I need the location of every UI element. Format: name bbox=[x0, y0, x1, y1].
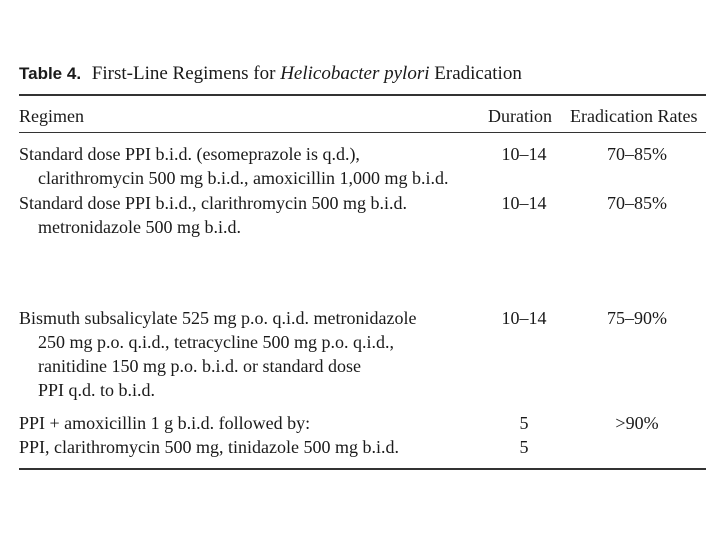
table-row-regimen bbox=[19, 191, 407, 239]
regimen-line: metronidazole 500 mg b.i.d. bbox=[38, 217, 241, 237]
table-row-rate: 70–85% bbox=[607, 193, 667, 213]
table-row-regimen bbox=[19, 142, 448, 190]
table-row-duration: 10–14 bbox=[501, 308, 547, 328]
regimen-line: 250 mg p.o. q.i.d., tetracycline 500 mg p.o. q.i.d., bbox=[38, 332, 394, 352]
table-row-regimen bbox=[19, 306, 416, 402]
header-rule bbox=[19, 132, 706, 133]
table-title-suffix: Eradication bbox=[434, 63, 522, 84]
regimen-line: PPI + amoxicillin 1 g b.i.d. followed by: bbox=[19, 413, 311, 433]
table-title-italic: Helicobacter pylori bbox=[280, 63, 430, 84]
table-row-rate: 70–85% bbox=[607, 144, 667, 164]
regimen-line: Bismuth subsalicylate 525 mg p.o. q.i.d. metronidazole bbox=[19, 308, 417, 328]
table-title-prefix: First-Line Regimens for bbox=[91, 63, 276, 84]
header-duration: Duration bbox=[488, 106, 552, 126]
regimen-line: clarithromycin 500 mg b.i.d., amoxicillin 1,000 mg b.i.d. bbox=[38, 168, 449, 188]
table-row-rate: >90% bbox=[615, 413, 659, 433]
header-eradication-rates: Eradication Rates bbox=[570, 106, 698, 126]
regimen-line: ranitidine 150 mg p.o. b.i.d. or standard dose bbox=[38, 356, 361, 376]
table-row-rate: 75–90% bbox=[607, 308, 667, 328]
regimen-line: Standard dose PPI b.i.d., clarithromycin 500 mg b.i.d. bbox=[19, 193, 407, 213]
bottom-rule bbox=[19, 468, 706, 470]
regimen-line: PPI, clarithromycin 500 mg, tinidazole 500 mg b.i.d. bbox=[19, 437, 399, 457]
top-rule bbox=[19, 94, 706, 96]
regimen-line: PPI q.d. to b.i.d. bbox=[38, 380, 156, 400]
table-label: Table 4. bbox=[19, 64, 82, 83]
table-row-duration: 10–14 bbox=[501, 193, 547, 213]
table-caption bbox=[19, 62, 522, 86]
table-row-duration: 10–14 bbox=[501, 144, 547, 164]
table-row-duration bbox=[488, 411, 560, 459]
header-regimen: Regimen bbox=[19, 106, 84, 126]
duration-line: 5 bbox=[519, 437, 529, 457]
table-row-regimen bbox=[19, 411, 399, 459]
regimen-line: Standard dose PPI b.i.d. (esomeprazole is q.d.), bbox=[19, 144, 360, 164]
duration-line: 5 bbox=[519, 413, 529, 433]
